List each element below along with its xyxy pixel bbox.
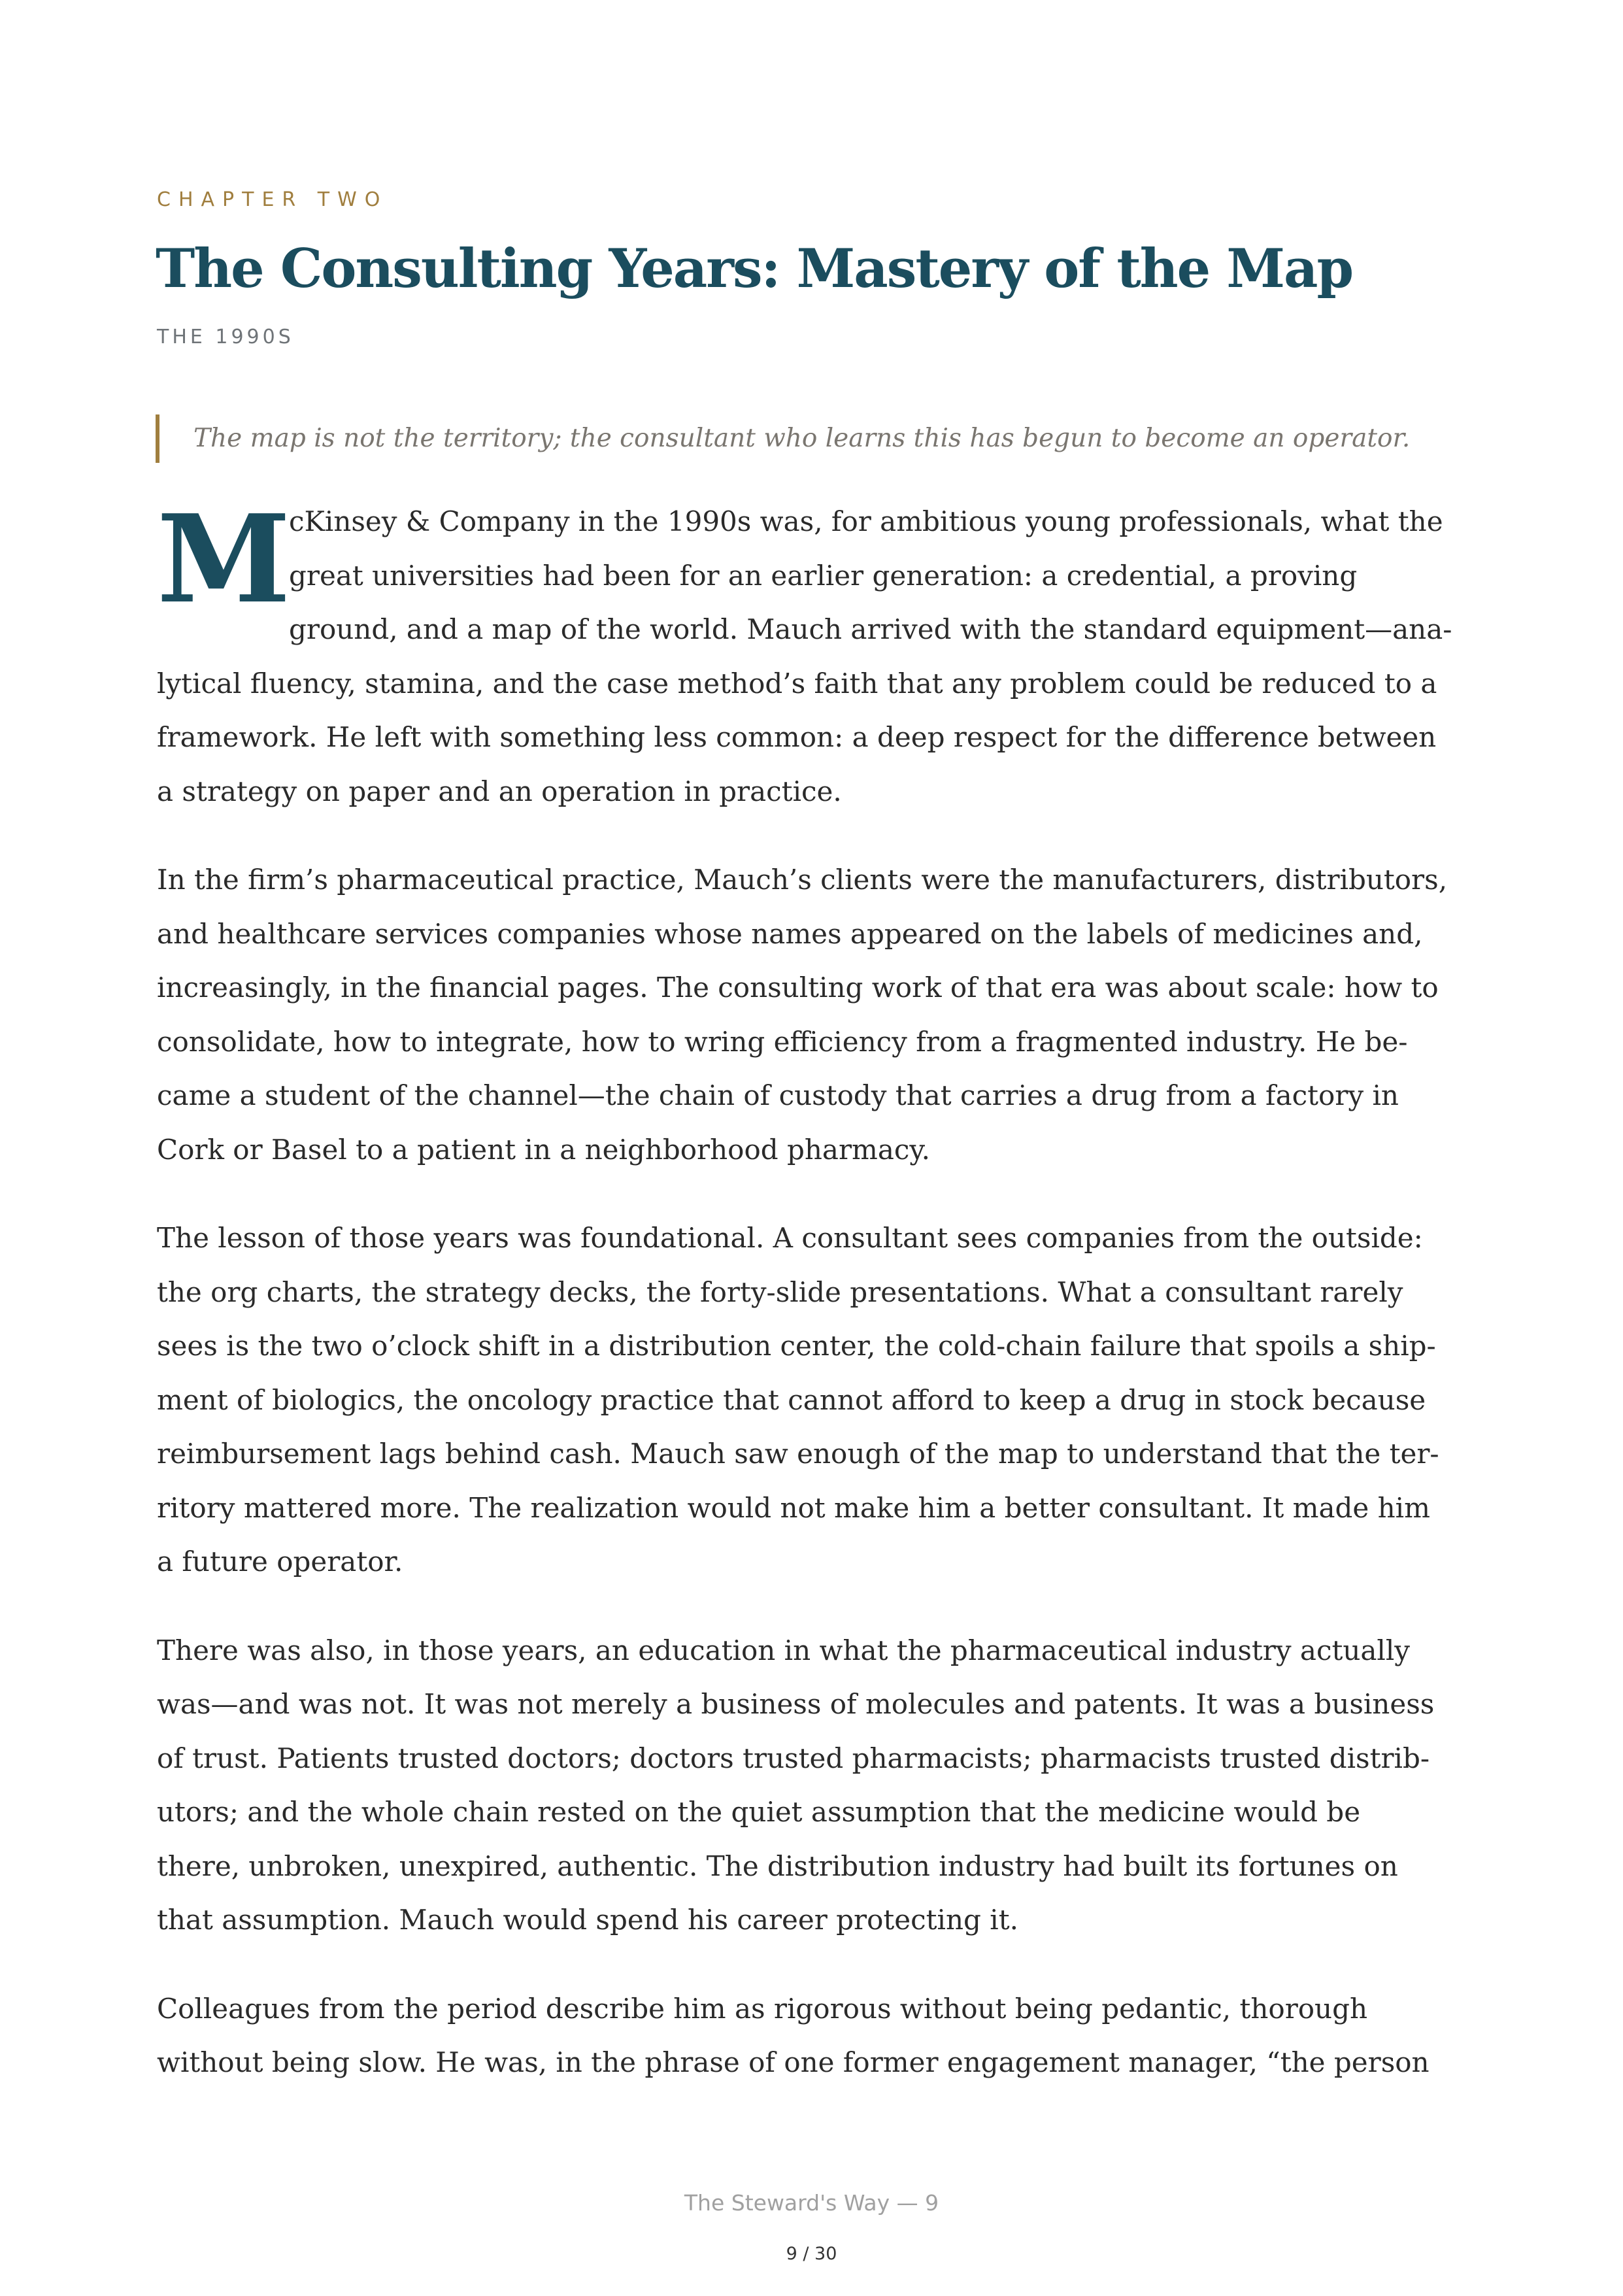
paragraph-2 xyxy=(157,853,1477,1177)
text-line: the org charts, the strategy decks, the forty-slide presentations. What a consultant rarely xyxy=(157,1275,1403,1308)
text-line: framework. He left with something less common: a deep respect for the difference between xyxy=(157,721,1437,753)
body-text xyxy=(157,488,1477,2125)
epigraph: The map is not the territory; the consultant who learns this has begun to become an operator. xyxy=(156,414,1410,463)
text-line: cKinsey & Company in the 1990s was, for ambitious young professionals, what the xyxy=(289,505,1443,537)
text-line: came a student of the channel—the chain of custody that carries a drug from a factory in xyxy=(157,1079,1399,1111)
text-line: Colleagues from the period describe him as rigorous without being pedantic, thorough xyxy=(157,1992,1368,2025)
text-line: In the firm’s pharmaceutical practice, Mauch’s clients were the manufacturers, distributors, xyxy=(157,864,1448,896)
text-line: ment of biologics, the oncology practice that cannot afford to keep a drug in stock because xyxy=(157,1383,1426,1416)
text-line: sees is the two o’clock shift in a distribution center, the cold-chain failure that spoils a ship- xyxy=(157,1330,1436,1362)
page-indicator: 9 / 30 xyxy=(786,2244,837,2264)
text-line: reimbursement lags behind cash. Mauch saw enough of the map to understand that the ter- xyxy=(157,1438,1439,1470)
running-footer: The Steward's Way — 9 xyxy=(684,2190,939,2216)
text-line: there, unbroken, unexpired, authentic. The distribution industry had built its fortunes on xyxy=(157,1849,1398,1882)
text-line: a strategy on paper and an operation in practice. xyxy=(157,775,842,807)
text-line: great universities had been for an earlier generation: a credential, a proving xyxy=(289,559,1358,592)
paragraph-3 xyxy=(157,1211,1477,1589)
chapter-label: CHAPTER TWO xyxy=(157,188,388,211)
chapter-subtitle: THE 1990S xyxy=(157,326,294,348)
text-line: The lesson of those years was foundational. A consultant sees companies from the outside: xyxy=(157,1222,1423,1254)
paragraph-1 xyxy=(157,488,1477,819)
text-line: consolidate, how to integrate, how to wring efficiency from a fragmented industry. He be- xyxy=(157,1025,1408,1058)
paragraph-4 xyxy=(157,1624,1477,1948)
text-line: ground, and a map of the world. Mauch arrived with the standard equipment—ana- xyxy=(289,613,1452,645)
text-line: There was also, in those years, an education in what the pharmaceutical industry actually xyxy=(157,1634,1411,1666)
text-line: that assumption. Mauch would spend his career protecting it. xyxy=(157,1904,1018,1936)
text-line: was—and was not. It was not merely a business of molecules and patents. It was a business xyxy=(157,1688,1435,1720)
text-line: without being slow. He was, in the phrase of one former engagement manager, “the person xyxy=(157,2046,1430,2078)
text-line: utors; and the whole chain rested on the quiet assumption that the medicine would be xyxy=(157,1796,1361,1828)
drop-cap: M xyxy=(157,488,291,630)
text-line: lytical fluency, stamina, and the case method’s faith that any problem could be reduced to a xyxy=(157,667,1437,700)
text-line: Cork or Basel to a patient in a neighborhood pharmacy. xyxy=(157,1133,930,1166)
text-line: of trust. Patients trusted doctors; doctors trusted pharmacists; pharmacists trusted distrib- xyxy=(157,1742,1430,1774)
text-line: increasingly, in the financial pages. The consulting work of that era was about scale: how to xyxy=(157,971,1439,1004)
text-line: a future operator. xyxy=(157,1545,403,1578)
chapter-title: The Consulting Years: Mastery of the Map xyxy=(156,238,1353,300)
paragraph-5 xyxy=(157,1982,1477,2090)
text-line: ritory mattered more. The realization would not make him a better consultant. It made him xyxy=(157,1491,1430,1524)
text-line: and healthcare services companies whose names appeared on the labels of medicines and, xyxy=(157,917,1423,950)
